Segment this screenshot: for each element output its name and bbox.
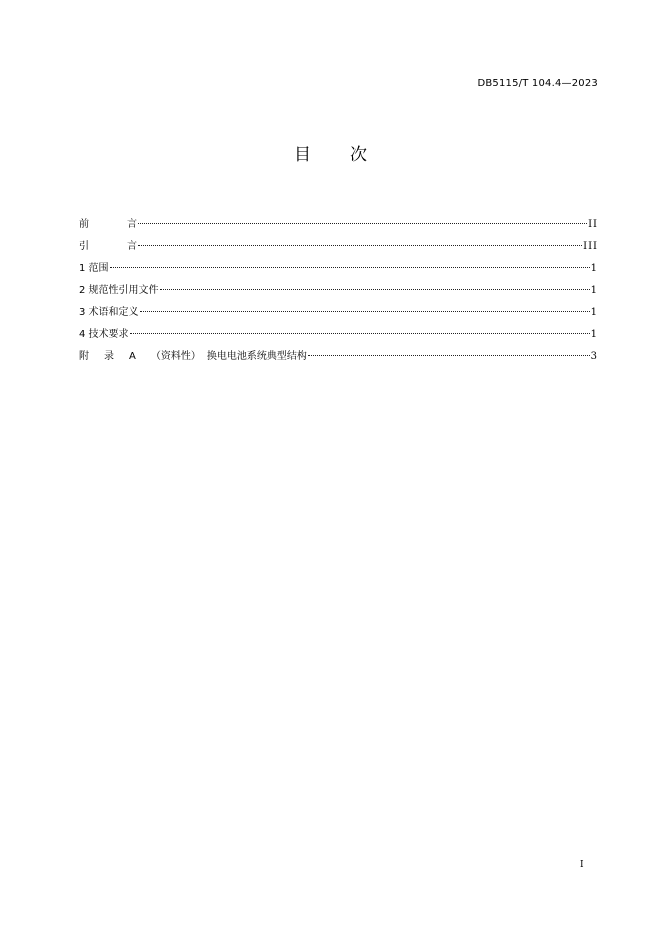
toc-entry-normative-references[interactable]	[79, 284, 598, 306]
toc-entry-label: 1 范围	[79, 263, 109, 274]
title-char-2: 次	[350, 145, 368, 165]
toc-page-number: III	[583, 241, 598, 252]
dot-leader	[308, 355, 590, 356]
toc-page-number: 1	[590, 307, 598, 318]
label-part: 前	[79, 219, 89, 230]
toc-page-number: 1	[590, 263, 598, 274]
label-part: 引	[79, 241, 89, 252]
toc-page-number: 1	[590, 285, 598, 296]
label-part: 附	[79, 351, 89, 362]
label-part: 言	[127, 219, 137, 230]
label-part: （资料性）	[150, 351, 201, 362]
toc-page-number: II	[588, 219, 598, 230]
dot-leader	[110, 267, 590, 268]
toc-entry-label: 3 术语和定义	[79, 307, 139, 318]
toc-entry-introduction[interactable]	[79, 240, 598, 262]
toc-entry-label: 2 规范性引用文件	[79, 285, 159, 296]
label-part: A	[129, 351, 136, 362]
toc-entry-label	[79, 240, 137, 254]
toc-entry-label: 4 技术要求	[79, 329, 129, 340]
title-char-1: 目	[294, 145, 312, 165]
dot-leader	[160, 289, 590, 290]
toc-page-number: 3	[590, 351, 598, 362]
toc-entry-foreword[interactable]	[79, 218, 598, 240]
toc-entry-terms-definitions[interactable]	[79, 306, 598, 328]
toc-entry-label	[79, 350, 307, 364]
toc-entry-technical-requirements[interactable]	[79, 328, 598, 350]
dot-leader	[138, 223, 587, 224]
label-part: 录	[104, 351, 114, 362]
toc-page-number: 1	[590, 329, 598, 340]
dot-leader	[138, 245, 582, 246]
toc-entry-scope[interactable]	[79, 262, 598, 284]
table-of-contents	[79, 218, 598, 372]
toc-entry-label	[79, 218, 137, 232]
toc-entry-appendix-a[interactable]	[79, 350, 598, 372]
footer-page-number: I	[580, 860, 584, 870]
document-code: DB5115/T 104.4—2023	[477, 78, 598, 89]
dot-leader	[140, 311, 590, 312]
label-part: 言	[127, 241, 137, 252]
dot-leader	[130, 333, 590, 334]
label-part: 换电电池系统典型结构	[206, 351, 307, 362]
page-title	[0, 140, 662, 165]
